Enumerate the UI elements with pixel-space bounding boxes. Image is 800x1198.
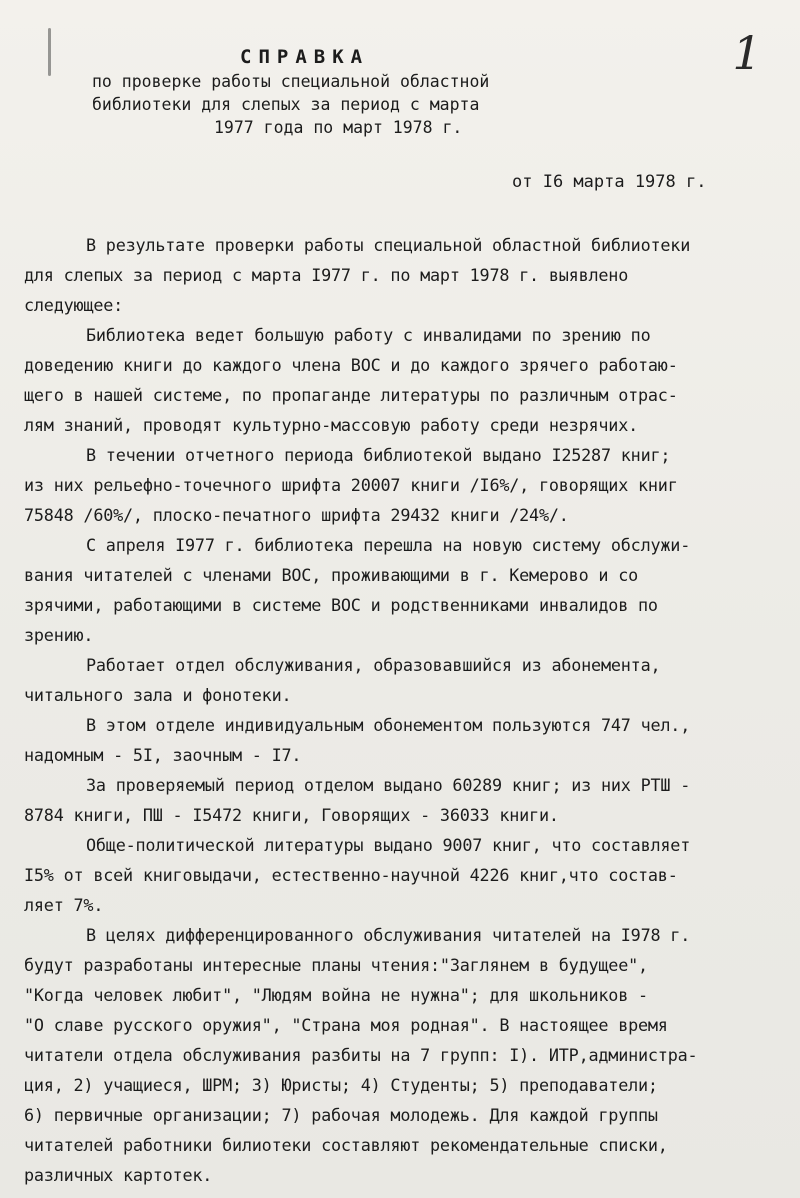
text-line: различных картотек. xyxy=(24,1165,213,1185)
text-line: зрячими, работающими в системе ВОС и родственниками инвалидов по xyxy=(24,595,658,615)
text-line: Библиотека ведет большую работу с инвалидами по зрению по xyxy=(86,325,651,345)
document-title: СПРАВКА xyxy=(240,46,370,68)
document-date: от I6 марта 1978 г. xyxy=(512,172,707,192)
text-line: читального зала и фонотеки. xyxy=(24,685,292,705)
text-line: доведению книги до каждого члена ВОС и до каждого зрячего работаю- xyxy=(24,355,678,375)
text-line: "Когда человек любит", "Людям война не нужна"; для школьников - xyxy=(24,985,648,1005)
page-number: 1 xyxy=(732,26,762,80)
margin-pen-mark xyxy=(48,28,51,76)
text-line: В целях дифференцированного обслуживания читателей на I978 г. xyxy=(86,925,691,945)
text-line: "О славе русского оружия", "Страна моя родная". В настоящее время xyxy=(24,1015,668,1035)
text-line: вания читателей с членами ВОС, проживающими в г. Кемерово и со xyxy=(24,565,638,585)
text-line: следующее: xyxy=(24,295,124,315)
text-line: щего в нашей системе, по пропаганде литературы по различным отрас- xyxy=(24,385,678,405)
text-line: В течении отчетного периода библиотекой выдано I25287 книг; xyxy=(86,445,671,465)
text-line: лям знаний, проводят культурно-массовую работу среди незрячих. xyxy=(24,415,638,435)
text-line: За проверяемый период отделом выдано 60289 книг; из них РТШ - xyxy=(86,775,691,795)
text-line: 8784 книги, ПШ - I5472 книги, Говорящих - 36033 книги. xyxy=(24,805,559,825)
subtitle-line: по проверке работы специальной областной xyxy=(92,72,490,91)
document-header xyxy=(80,44,600,139)
document-body xyxy=(24,230,784,1190)
text-line: Обще-политической литературы выдано 9007 книг, что составляет xyxy=(86,835,691,855)
subtitle-line: 1977 года по март 1978 г. xyxy=(214,118,463,137)
text-line: В этом отделе индивидуальным обонементом пользуются 747 чел., xyxy=(86,715,691,735)
text-line: ляет 7%. xyxy=(24,895,104,915)
text-line: С апреля I977 г. библиотека перешла на новую систему обслужи- xyxy=(86,535,691,555)
text-line: В результате проверки работы специальной областной библиотеки xyxy=(86,235,691,255)
text-line: надомным - 5I, заочным - I7. xyxy=(24,745,302,765)
text-line: читатели отдела обслуживания разбиты на 7 групп: I). ИТР,администра- xyxy=(24,1045,698,1065)
text-line: будут разработаны интересные планы чтения:"Заглянем в будущее", xyxy=(24,955,648,975)
text-line: ция, 2) учащиеся, ШРМ; 3) Юристы; 4) Студенты; 5) преподаватели; xyxy=(24,1075,658,1095)
text-line: из них рельефно-точечного шрифта 20007 книги /I6%/, говорящих книг xyxy=(24,475,678,495)
text-line: 6) первичные организации; 7) рабочая молодежь. Для каждой группы xyxy=(24,1105,658,1125)
subtitle-line: библиотеки для слепых за период с марта xyxy=(92,95,480,114)
text-line: для слепых за период с марта I977 г. по март 1978 г. выявлено xyxy=(24,265,629,285)
text-line: зрению. xyxy=(24,625,94,645)
text-line: I5% от всей книговыдачи, естественно-научной 4226 книг,что состав- xyxy=(24,865,678,885)
text-line: 75848 /60%/, плоско-печатного шрифта 29432 книги /24%/. xyxy=(24,505,569,525)
text-line: Работает отдел обслуживания, образовавшийся из абонемента, xyxy=(86,655,661,675)
text-line: читателей работники билиотеки составляют рекомендательные списки, xyxy=(24,1135,668,1155)
